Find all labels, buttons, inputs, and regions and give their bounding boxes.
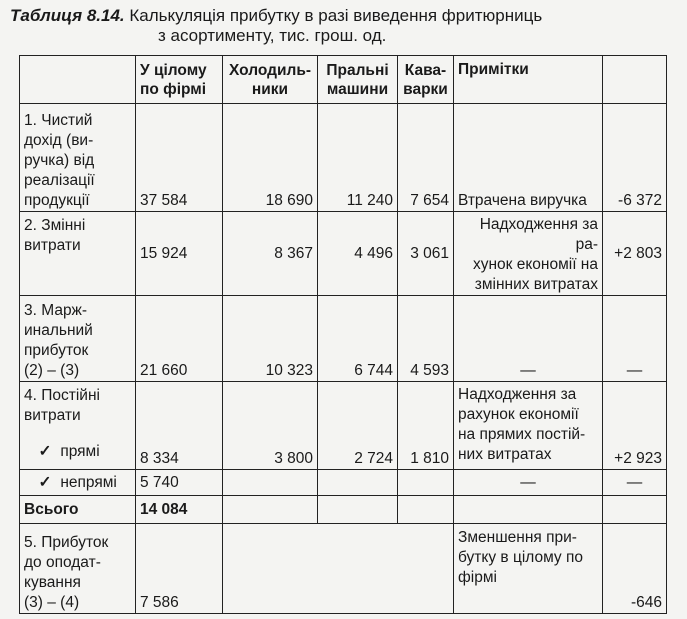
cell-total: 8 334 [136, 382, 223, 470]
cell-delta: — [603, 296, 667, 382]
header-delta [603, 56, 667, 104]
cell-coffee: 3 061 [398, 212, 454, 296]
row-label: Всього [20, 496, 136, 524]
cell-note: Втрачена виручка [454, 104, 603, 212]
table-row [20, 296, 667, 382]
cell-fridges: 18 690 [223, 104, 318, 212]
cell-fridges: 3 800 [223, 382, 318, 470]
table-row [20, 104, 667, 212]
table-row-total [20, 496, 667, 524]
table-row [20, 212, 667, 296]
header-notes: Примітки [454, 56, 603, 104]
cell-total: 21 660 [136, 296, 223, 382]
caption-label: Таблиця 8.14. [10, 6, 125, 25]
table-header-row [20, 56, 667, 104]
row-label [20, 382, 136, 470]
row-sublabel: прямі [60, 443, 100, 460]
cell-fridges: 8 367 [223, 212, 318, 296]
cell-coffee [398, 470, 454, 496]
cell-delta: -6 372 [603, 104, 667, 212]
header-washers: Пральні машини [318, 56, 398, 104]
profit-table [19, 55, 667, 614]
cell-note: — [454, 470, 603, 496]
cell-washers [318, 470, 398, 496]
cell-delta: — [603, 470, 667, 496]
cell-total: 37 584 [136, 104, 223, 212]
row-label: 5. Прибуток до оподат- кування (3) – (4) [20, 524, 136, 614]
cell-note: Надходження за ра- хунок економії на змінних витратах [454, 212, 603, 296]
cell-total: 14 084 [136, 496, 223, 524]
row-label: 1. Чистий дохід (ви- ручка) від реалізації продукції [20, 104, 136, 212]
cell-delta: +2 923 [603, 382, 667, 470]
header-total: У цілому по фірмі [136, 56, 223, 104]
cell-coffee [398, 496, 454, 524]
cell-delta: +2 803 [603, 212, 667, 296]
row-sublabel: непрямі [60, 473, 117, 491]
row-label: 3. Марж- инальний прибуток (2) – (3) [20, 296, 136, 382]
header-coffee: Кава- варки [398, 56, 454, 104]
row-label: 2. Змінні витрати [20, 212, 136, 296]
cell-fridges [223, 470, 318, 496]
cell-coffee: 1 810 [398, 382, 454, 470]
cell-fridges [223, 496, 318, 524]
row-label [20, 470, 136, 496]
row-label-text: 4. Постійні витрати [24, 387, 100, 424]
cell-washers [318, 496, 398, 524]
checkmark-icon: ✓ [38, 473, 52, 491]
cell-coffee: 7 654 [398, 104, 454, 212]
cell-delta: -646 [603, 524, 667, 614]
header-fridges: Холодиль- ники [223, 56, 318, 104]
cell-note [454, 496, 603, 524]
cell-delta [603, 496, 667, 524]
cell-total: 15 924 [136, 212, 223, 296]
cell-washers: 6 744 [318, 296, 398, 382]
cell-washers: 4 496 [318, 212, 398, 296]
table-caption [10, 6, 542, 46]
cell-fridges: 10 323 [223, 296, 318, 382]
cell-washers [318, 524, 398, 614]
cell-note: — [454, 296, 603, 382]
cell-coffee: 4 593 [398, 296, 454, 382]
caption-line1: Калькуляція прибутку в разі виведення фритюрниць [129, 6, 543, 25]
cell-washers: 11 240 [318, 104, 398, 212]
table-row [20, 382, 667, 470]
checkmark-icon: ✓ [38, 443, 52, 460]
cell-note: Зменшення при- бутку в цілому по фірмі [454, 524, 603, 614]
header-empty [20, 56, 136, 104]
caption-line2: з асортименту, тис. грош. од. [158, 26, 387, 45]
table-row [20, 524, 667, 614]
cell-coffee [398, 524, 454, 614]
table-row [20, 470, 667, 496]
cell-total: 5 740 [136, 470, 223, 496]
cell-washers: 2 724 [318, 382, 398, 470]
cell-total: 7 586 [136, 524, 223, 614]
cell-fridges [223, 524, 318, 614]
cell-note: Надходження за рахунок економії на прямих постій- них витратах [454, 382, 603, 470]
